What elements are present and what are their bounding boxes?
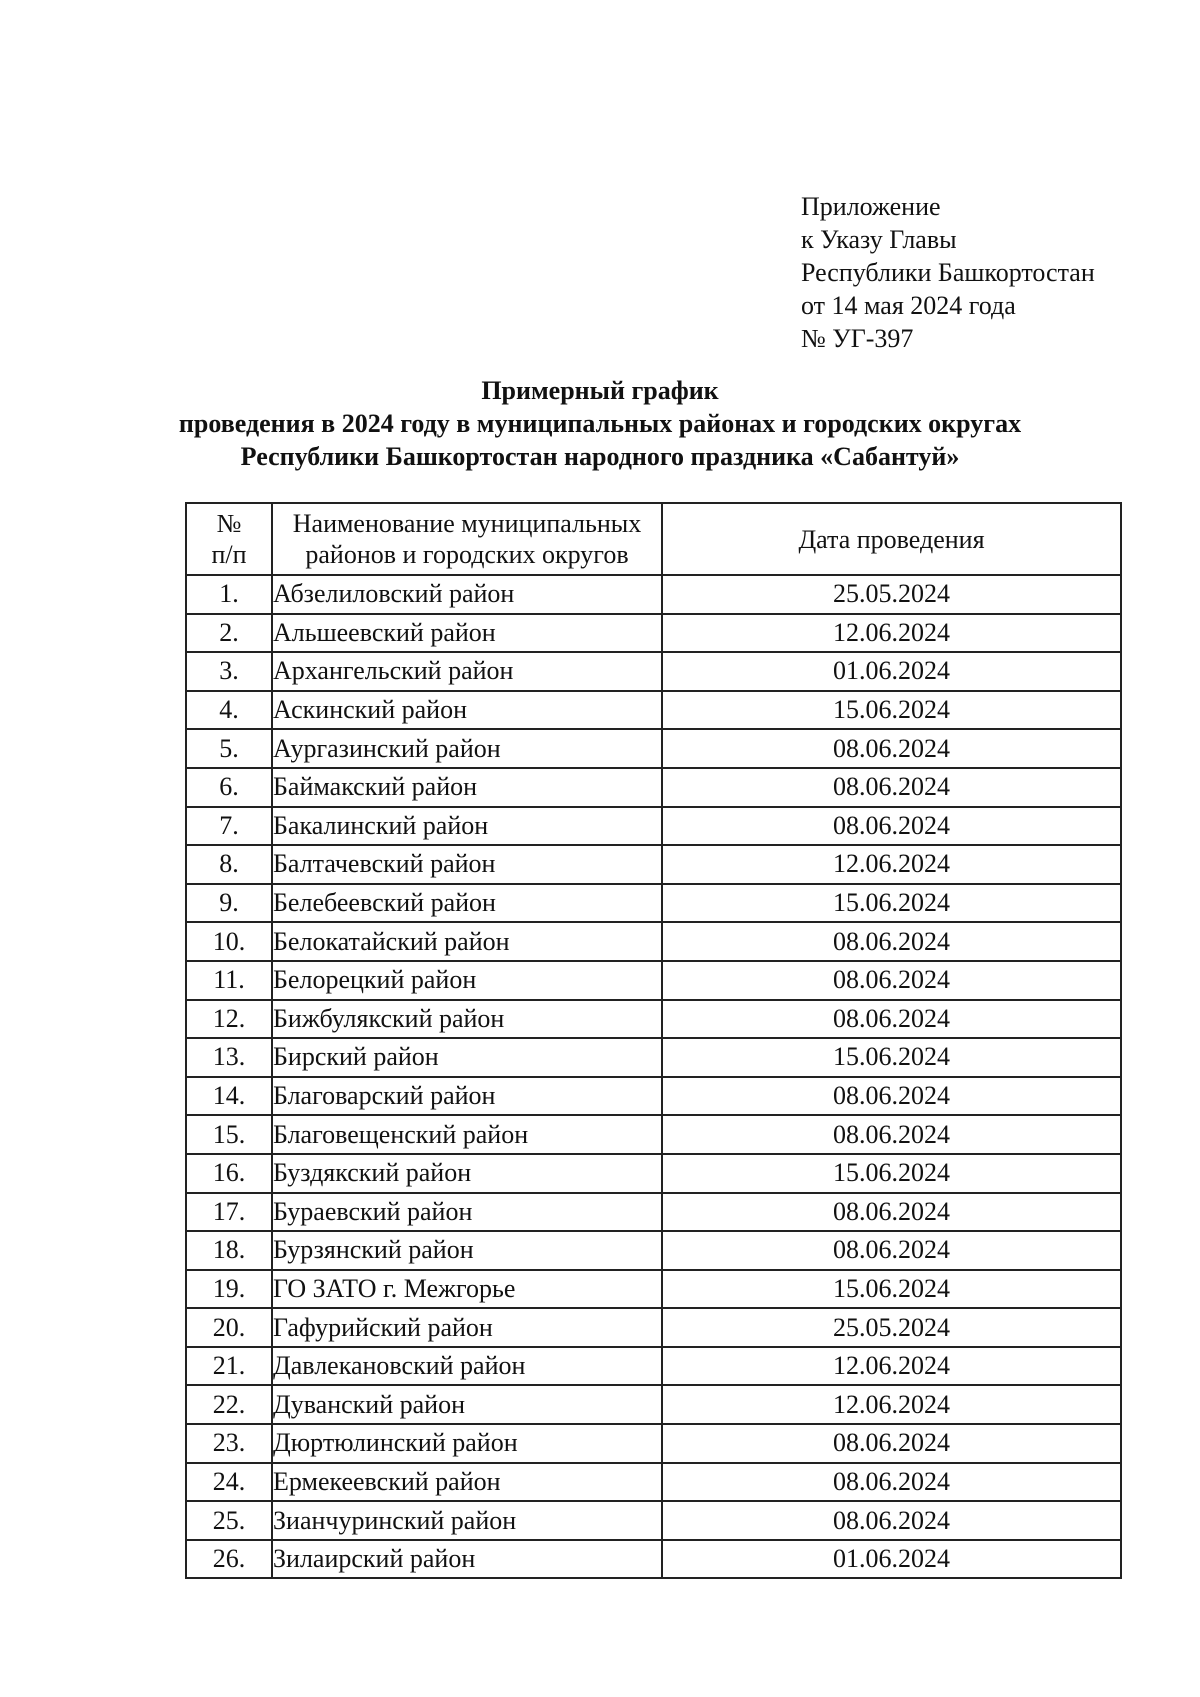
- row-number-cell: 1.: [186, 575, 272, 614]
- table-row: [186, 922, 1121, 961]
- table-row: [186, 1424, 1121, 1463]
- row-number-cell: 3.: [186, 652, 272, 691]
- event-date-cell: 15.06.2024: [662, 1038, 1121, 1077]
- district-name-cell: Бакалинский район: [272, 807, 662, 846]
- appendix-line: к Указу Главы: [801, 225, 957, 254]
- table-row: [186, 729, 1121, 768]
- appendix-line: № УГ-397: [801, 324, 914, 353]
- header-date: Дата проведения: [662, 503, 1121, 575]
- district-name-cell: Дюртюлинский район: [272, 1424, 662, 1463]
- district-name-cell: Абзелиловский район: [272, 575, 662, 614]
- event-date-cell: 12.06.2024: [662, 1347, 1121, 1386]
- row-number-cell: 24.: [186, 1463, 272, 1502]
- event-date-cell: 12.06.2024: [662, 614, 1121, 653]
- appendix-line: Приложение: [801, 192, 941, 221]
- event-date-cell: 08.06.2024: [662, 1000, 1121, 1039]
- row-number-cell: 12.: [186, 1000, 272, 1039]
- row-number-cell: 20.: [186, 1308, 272, 1347]
- table-row: [186, 884, 1121, 923]
- row-number-cell: 15.: [186, 1115, 272, 1154]
- header-name-line: районов и городских округов: [305, 540, 629, 569]
- district-name-cell: Белорецкий район: [272, 961, 662, 1000]
- row-number-cell: 6.: [186, 768, 272, 807]
- table-body: [186, 575, 1121, 1578]
- table-row: [186, 845, 1121, 884]
- event-date-cell: 08.06.2024: [662, 1231, 1121, 1270]
- table-row: [186, 575, 1121, 614]
- table-row: [186, 807, 1121, 846]
- event-date-cell: 08.06.2024: [662, 1501, 1121, 1540]
- row-number-cell: 8.: [186, 845, 272, 884]
- event-date-cell: 08.06.2024: [662, 1463, 1121, 1502]
- district-name-cell: ГО ЗАТО г. Межгорье: [272, 1270, 662, 1309]
- row-number-cell: 16.: [186, 1154, 272, 1193]
- table-row: [186, 1463, 1121, 1502]
- table-row: [186, 961, 1121, 1000]
- district-name-cell: Дуванский район: [272, 1385, 662, 1424]
- header-number-line: №: [216, 509, 242, 538]
- title-line: проведения в 2024 году в муниципальных районах и городских округах: [178, 409, 1022, 438]
- district-name-cell: Белокатайский район: [272, 922, 662, 961]
- row-number-cell: 19.: [186, 1270, 272, 1309]
- row-number-cell: 9.: [186, 884, 272, 923]
- table-row: [186, 1540, 1121, 1579]
- row-number-cell: 13.: [186, 1038, 272, 1077]
- event-date-cell: 25.05.2024: [662, 575, 1121, 614]
- event-date-cell: 01.06.2024: [662, 652, 1121, 691]
- district-name-cell: Аургазинский район: [272, 729, 662, 768]
- district-name-cell: Бурзянский район: [272, 1231, 662, 1270]
- event-date-cell: 15.06.2024: [662, 1154, 1121, 1193]
- row-number-cell: 25.: [186, 1501, 272, 1540]
- title-line: Республики Башкортостан народного праздника «Сабантуй»: [240, 442, 960, 471]
- district-name-cell: Бирский район: [272, 1038, 662, 1077]
- table-row: [186, 1038, 1121, 1077]
- row-number-cell: 5.: [186, 729, 272, 768]
- header-number-line: п/п: [211, 540, 247, 569]
- table-row: [186, 652, 1121, 691]
- district-name-cell: Зилаирский район: [272, 1540, 662, 1579]
- table-row: [186, 1308, 1121, 1347]
- district-name-cell: Архангельский район: [272, 652, 662, 691]
- row-number-cell: 14.: [186, 1077, 272, 1116]
- row-number-cell: 10.: [186, 922, 272, 961]
- district-name-cell: Гафурийский район: [272, 1308, 662, 1347]
- district-name-cell: Бижбулякский район: [272, 1000, 662, 1039]
- row-number-cell: 7.: [186, 807, 272, 846]
- event-date-cell: 25.05.2024: [662, 1308, 1121, 1347]
- event-date-cell: 08.06.2024: [662, 922, 1121, 961]
- district-name-cell: Белебеевский район: [272, 884, 662, 923]
- district-name-cell: Балтачевский район: [272, 845, 662, 884]
- event-date-cell: 08.06.2024: [662, 1193, 1121, 1232]
- district-name-cell: Благовещенский район: [272, 1115, 662, 1154]
- event-date-cell: 15.06.2024: [662, 884, 1121, 923]
- header-name-line: Наименование муниципальных: [292, 509, 642, 538]
- table-row: [186, 1115, 1121, 1154]
- event-date-cell: 08.06.2024: [662, 807, 1121, 846]
- table-header-row: [186, 503, 1121, 575]
- event-date-cell: 12.06.2024: [662, 845, 1121, 884]
- table-row: [186, 1000, 1121, 1039]
- table-row: [186, 691, 1121, 730]
- table-row: [186, 614, 1121, 653]
- event-date-cell: 01.06.2024: [662, 1540, 1121, 1579]
- table-row: [186, 1270, 1121, 1309]
- district-name-cell: Бураевский район: [272, 1193, 662, 1232]
- row-number-cell: 23.: [186, 1424, 272, 1463]
- appendix-line: Республики Башкортостан: [801, 258, 1095, 287]
- table-row: [186, 1385, 1121, 1424]
- table-row: [186, 1154, 1121, 1193]
- district-name-cell: Баймакский район: [272, 768, 662, 807]
- title-line: Примерный график: [481, 376, 719, 405]
- row-number-cell: 22.: [186, 1385, 272, 1424]
- district-name-cell: Благоварский район: [272, 1077, 662, 1116]
- row-number-cell: 2.: [186, 614, 272, 653]
- table-row: [186, 1501, 1121, 1540]
- event-date-cell: 15.06.2024: [662, 1270, 1121, 1309]
- schedule-table: [185, 502, 1122, 1579]
- event-date-cell: 08.06.2024: [662, 1424, 1121, 1463]
- district-name-cell: Аскинский район: [272, 691, 662, 730]
- row-number-cell: 11.: [186, 961, 272, 1000]
- row-number-cell: 4.: [186, 691, 272, 730]
- table-row: [186, 1077, 1121, 1116]
- event-date-cell: 08.06.2024: [662, 729, 1121, 768]
- table-row: [186, 1193, 1121, 1232]
- row-number-cell: 26.: [186, 1540, 272, 1579]
- event-date-cell: 08.06.2024: [662, 1077, 1121, 1116]
- district-name-cell: Зианчуринский район: [272, 1501, 662, 1540]
- district-name-cell: Ермекеевский район: [272, 1463, 662, 1502]
- district-name-cell: Давлекановский район: [272, 1347, 662, 1386]
- header-name: [272, 503, 662, 575]
- district-name-cell: Альшеевский район: [272, 614, 662, 653]
- appendix-line: от 14 мая 2024 года: [801, 291, 1016, 320]
- row-number-cell: 17.: [186, 1193, 272, 1232]
- table-row: [186, 1347, 1121, 1386]
- event-date-cell: 12.06.2024: [662, 1385, 1121, 1424]
- row-number-cell: 18.: [186, 1231, 272, 1270]
- table-row: [186, 768, 1121, 807]
- event-date-cell: 15.06.2024: [662, 691, 1121, 730]
- header-number: [186, 503, 272, 575]
- row-number-cell: 21.: [186, 1347, 272, 1386]
- event-date-cell: 08.06.2024: [662, 961, 1121, 1000]
- table-row: [186, 1231, 1121, 1270]
- event-date-cell: 08.06.2024: [662, 1115, 1121, 1154]
- district-name-cell: Буздякский район: [272, 1154, 662, 1193]
- appendix-block: [801, 190, 1095, 355]
- document-title: [0, 374, 1200, 473]
- event-date-cell: 08.06.2024: [662, 768, 1121, 807]
